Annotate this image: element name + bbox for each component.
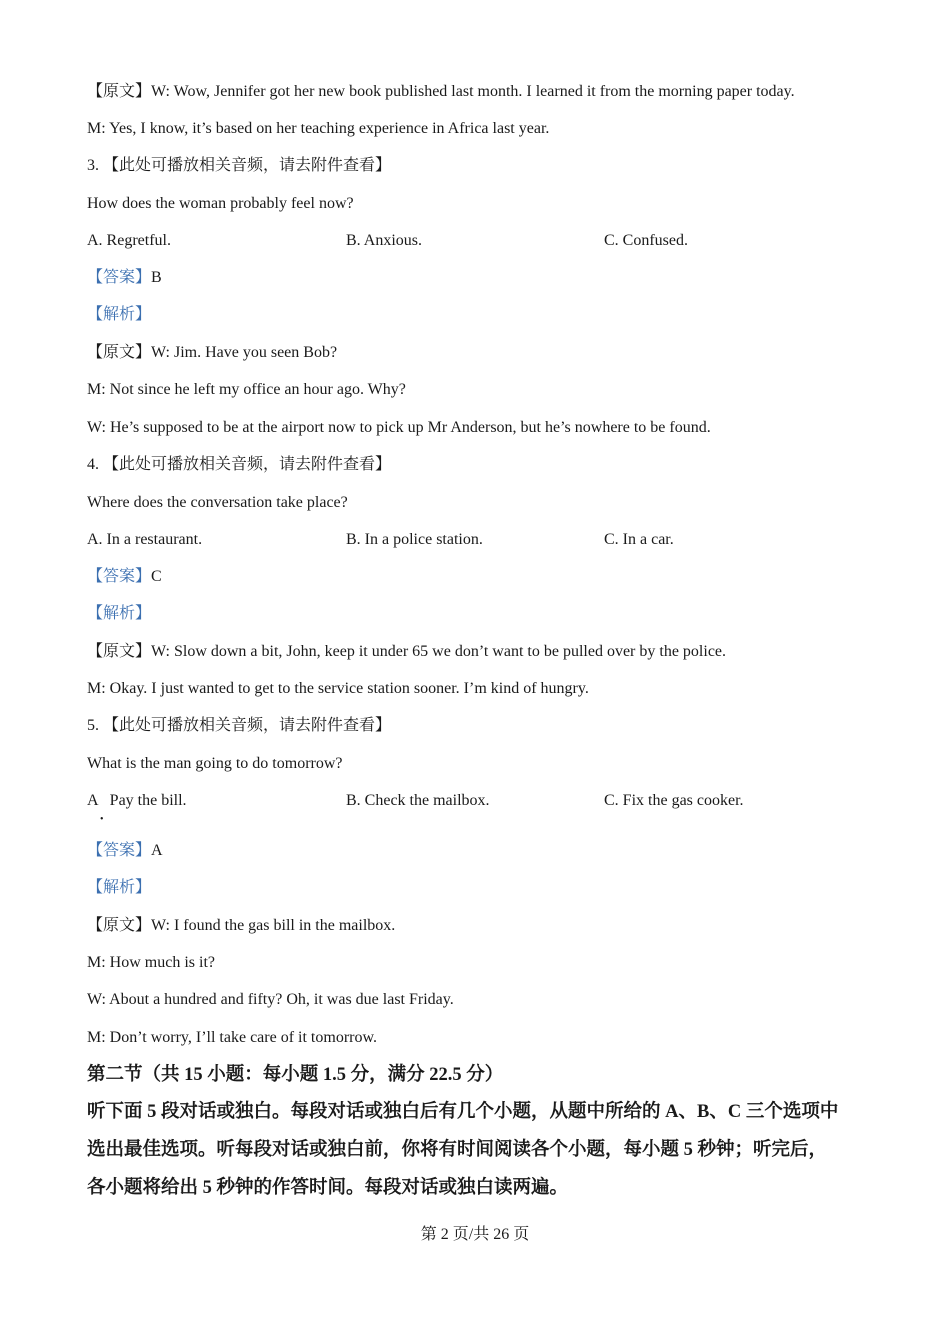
q5-answer (87, 841, 163, 861)
original-tag: 【原文】 (87, 917, 152, 934)
decorative-dot: • (100, 814, 104, 825)
q4-answer (87, 567, 162, 587)
dialogue-line: W: Jim. Have you seen Bob? (151, 344, 338, 361)
q2-original-m: M: Yes, I know, it’s based on her teaching experience in Africa last year. (87, 120, 550, 137)
q3-option-a: A. Regretful. (87, 232, 171, 249)
q3-original-2: M: Not since he left my office an hour ago. Why? (87, 381, 406, 398)
q5-original-1 (87, 916, 395, 936)
q3-option-c: C. Confused. (604, 232, 688, 249)
q2-original-w (87, 82, 795, 102)
q3-original-1 (87, 343, 337, 363)
answer-value: C (151, 568, 162, 585)
q4-header: 4. 【此处可播放相关音频，请去附件查看】 (87, 456, 392, 473)
q3-option-b: B. Anxious. (346, 232, 423, 249)
q5-option-a: A Pay the bill. (87, 792, 187, 809)
q4-option-b: B. In a police station. (346, 531, 483, 548)
section2-instructions-2: 选出最佳选项。听每段对话或独白前，你将有时间阅读各个小题，每小题 5 秒钟；听完后， (87, 1140, 828, 1160)
q3-analysis-tag: 【解析】 (87, 306, 152, 323)
q5-original-4: M: Don’t worry, I’ll take care of it tomorrow. (87, 1029, 377, 1046)
q4-question: Where does the conversation take place? (87, 494, 348, 511)
original-tag: 【原文】 (87, 344, 152, 361)
q3-original-3: W: He’s supposed to be at the airport now to pick up Mr Anderson, but he’s nowhere to be found. (87, 419, 711, 436)
q3-header: 3. 【此处可播放相关音频，请去附件查看】 (87, 157, 392, 174)
answer-tag: 【答案】 (87, 568, 152, 585)
q4-original-2: M: Okay. I just wanted to get to the service station sooner. I’m kind of hungry. (87, 680, 589, 697)
q3-question: How does the woman probably feel now? (87, 195, 354, 212)
dialogue-line: W: Slow down a bit, John, keep it under 65 we don’t want to be pulled over by the police. (151, 643, 727, 660)
answer-value: B (151, 269, 162, 286)
q5-option-c: C. Fix the gas cooker. (604, 792, 744, 809)
q5-option-b: B. Check the mailbox. (346, 792, 490, 809)
q4-analysis-tag: 【解析】 (87, 605, 152, 622)
answer-tag: 【答案】 (87, 269, 152, 286)
q4-option-a: A. In a restaurant. (87, 531, 203, 548)
q4-option-c: C. In a car. (604, 531, 674, 548)
dialogue-line: W: Wow, Jennifer got her new book published last month. I learned it from the morning paper today. (151, 83, 795, 100)
q3-answer (87, 268, 162, 288)
q5-original-3: W: About a hundred and fifty? Oh, it was due last Friday. (87, 991, 454, 1008)
section2-title: 第二节（共 15 小题：每小题 1.5 分，满分 22.5 分） (87, 1065, 504, 1085)
section2-instructions-3: 各小题将给出 5 秒钟的作答时间。每段对话或独白读两遍。 (87, 1178, 569, 1198)
dialogue-line: W: I found the gas bill in the mailbox. (151, 917, 396, 934)
original-tag: 【原文】 (87, 643, 152, 660)
q5-analysis-tag: 【解析】 (87, 879, 152, 896)
section2-instructions-1: 听下面 5 段对话或独白。每段对话或独白后有几个小题，从题中所给的 A、B、C 三个选项中 (87, 1102, 839, 1122)
answer-tag: 【答案】 (87, 842, 152, 859)
answer-value: A (151, 842, 163, 859)
q5-question: What is the man going to do tomorrow? (87, 755, 343, 772)
page-footer: 第 2 页/共 26 页 (420, 1226, 530, 1243)
q5-header: 5. 【此处可播放相关音频，请去附件查看】 (87, 717, 392, 734)
q4-original-1 (87, 642, 726, 662)
original-tag: 【原文】 (87, 83, 152, 100)
q5-original-2: M: How much is it? (87, 954, 215, 971)
